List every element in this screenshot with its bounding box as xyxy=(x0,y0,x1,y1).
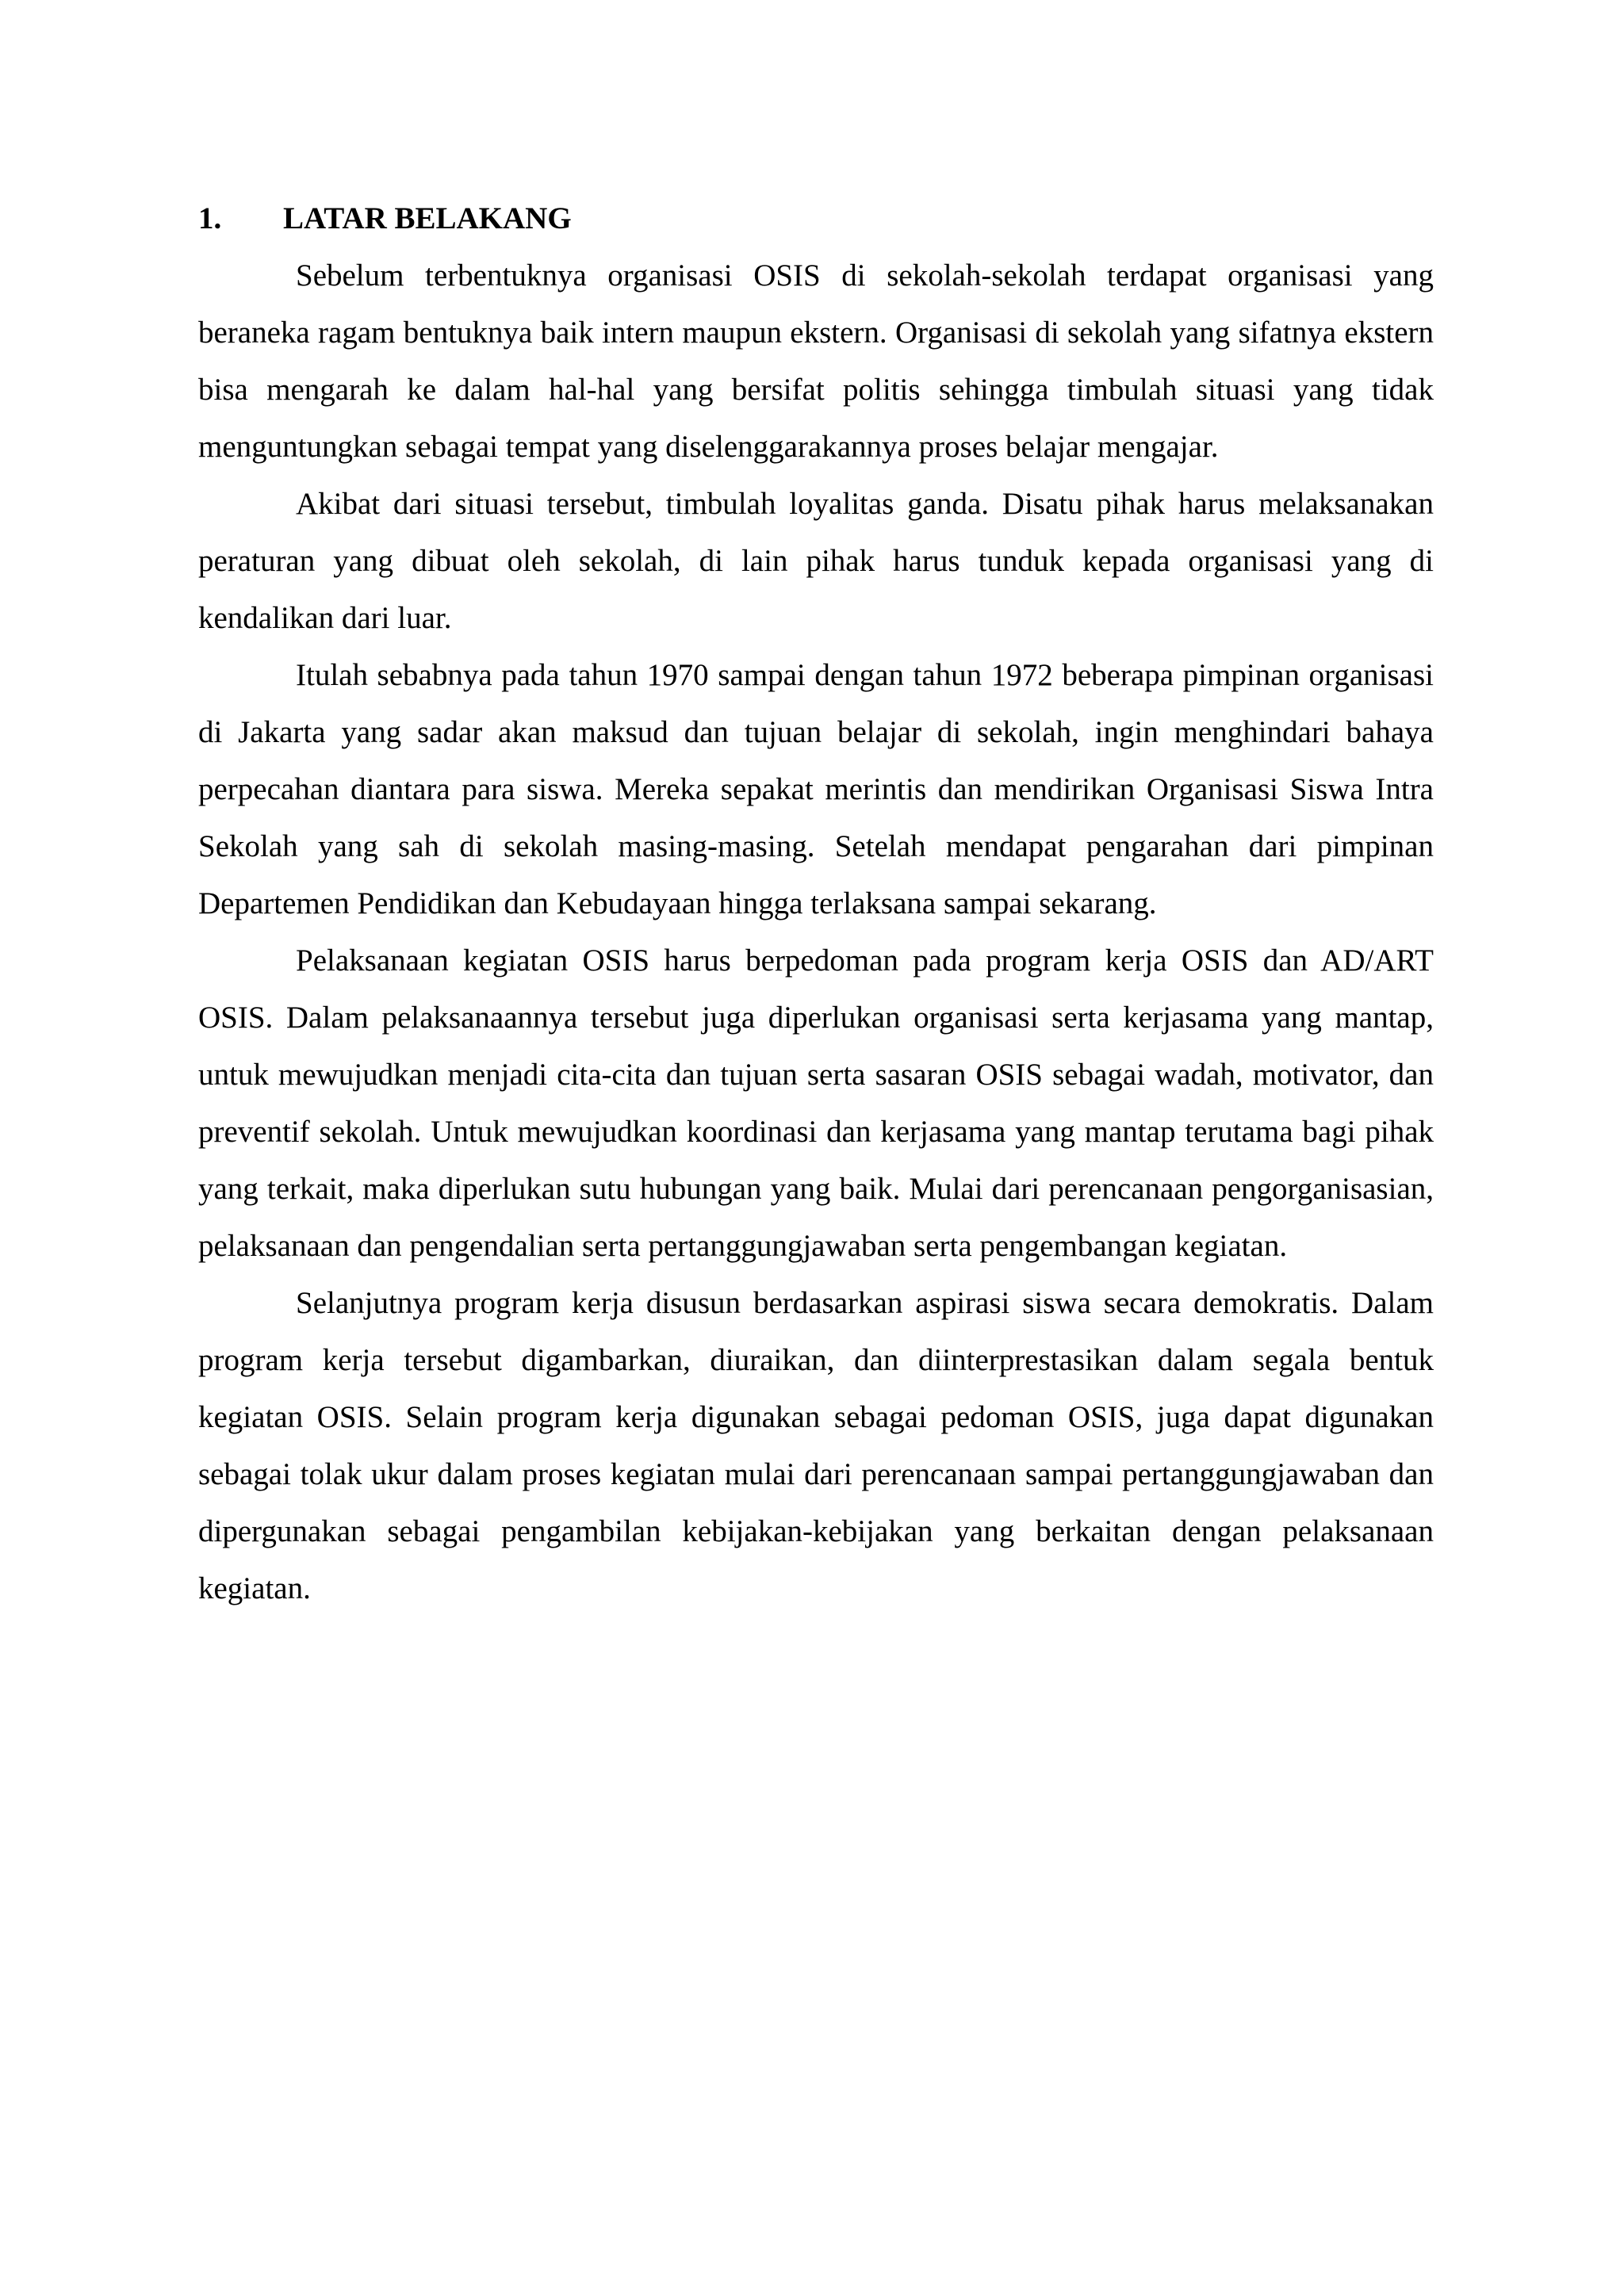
document-body xyxy=(198,190,1434,1617)
paragraph-2: Akibat dari situasi tersebut, timbulah loyalitas ganda. Disatu pihak harus melaksanakan peraturan yang dibuat oleh sekolah, di lain pihak harus tunduk kepada organisasi yang di kendalikan dari luar. xyxy=(198,487,1434,635)
paragraph-3: Itulah sebabnya pada tahun 1970 sampai dengan tahun 1972 beberapa pimpinan organisasi di Jakarta yang sadar akan maksud dan tujuan belajar di sekolah, ingin menghindari bahaya perpecahan diantara para siswa. Mereka sepakat merintis dan mendirikan Organisasi Siswa Intra Sekolah yang sah di sekolah masing-masing. Setelah mendapat pengarahan dari pimpinan Departemen Pendidikan dan Kebudayaan hingga terlaksana sampai sekarang. xyxy=(198,658,1434,920)
section-number: 1. xyxy=(198,201,222,235)
paragraph-5: Selanjutnya program kerja disusun berdasarkan aspirasi siswa secara demokratis. Dalam program kerja tersebut digambarkan, diuraikan, dan diinterprestasikan dalam segala bentuk kegiatan OSIS. Selain program kerja digunakan sebagai pedoman OSIS, juga dapat digunakan sebagai tolak ukur dalam proses kegiatan mulai dari perencanaan sampai pertanggungjawaban dan dipergunakan sebagai pengambilan kebijakan-kebijakan yang berkaitan dengan pelaksanaan kegiatan. xyxy=(198,1286,1434,1605)
paragraph-4: Pelaksanaan kegiatan OSIS harus berpedoman pada program kerja OSIS dan AD/ART OSIS. Dalam pelaksanaannya tersebut juga diperlukan organisasi serta kerjasama yang mantap, untuk mewujudkan menjadi cita-cita dan tujuan serta sasaran OSIS sebagai wadah, motivator, dan preventif sekolah. Untuk mewujudkan koordinasi dan kerjasama yang mantap terutama bagi pihak yang terkait, maka diperlukan sutu hubungan yang baik. Mulai dari perencanaan pengorganisasian, pelaksanaan dan pengendalian serta pertanggungjawaban serta pengembangan kegiatan. xyxy=(198,943,1434,1263)
section-heading xyxy=(198,190,1434,247)
section-title: LATAR BELAKANG xyxy=(283,201,572,235)
paragraph-1: Sebelum terbentuknya organisasi OSIS di sekolah-sekolah terdapat organisasi yang beraneka ragam bentuknya baik intern maupun ekstern. Organisasi di sekolah yang sifatnya ekstern bisa mengarah ke dalam hal-hal yang bersifat politis sehingga timbulah situasi yang tidak menguntungkan sebagai tempat yang diselenggarakannya proses belajar mengajar. xyxy=(198,258,1434,464)
